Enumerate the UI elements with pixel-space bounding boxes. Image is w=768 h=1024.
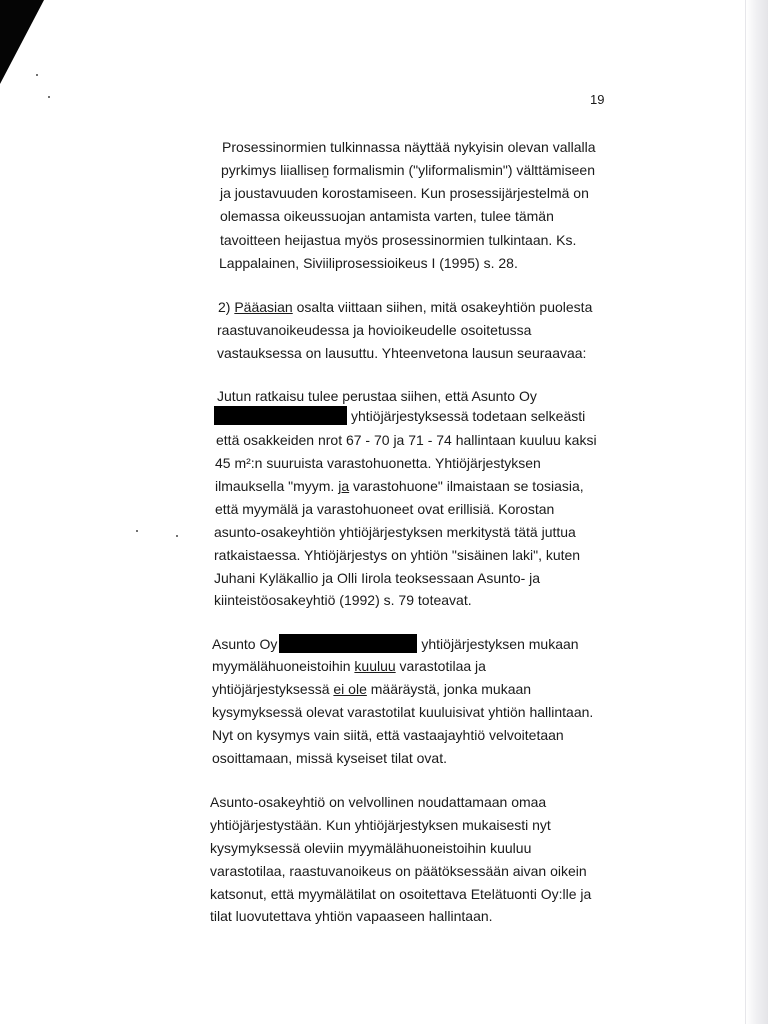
text-line: ja joustavuuden korostamiseen. Kun prosessijärjestelmä on xyxy=(220,185,589,201)
text-line: Lappalainen, Siviiliprosessioikeus I (1995) s. 28. xyxy=(219,255,518,271)
text-span: Asunto Oy xyxy=(212,636,278,652)
text-line: 45 m²:n suuruista varastohuonetta. Yhtiöjärjestyksen xyxy=(215,455,541,471)
text-line: että osakkeiden nrot 67 - 70 ja 71 - 74 hallintaan kuuluu kaksi xyxy=(216,432,597,448)
redaction-bar xyxy=(214,406,347,425)
text-span: yhtiöjärjestyksen mukaan xyxy=(421,636,579,652)
text-line: pyrkimys liialliseṉ formalismin ("yliformalismin") välttämiseen xyxy=(221,162,596,178)
scan-corner-shadow xyxy=(0,0,44,84)
text-line xyxy=(214,406,585,425)
text-span: ilmauksella "myym. xyxy=(215,478,339,494)
redaction-bar xyxy=(279,634,417,653)
text-line: vastauksessa on lausuttu. Yhteenvetona lausun seuraavaa: xyxy=(217,345,587,361)
text-line: varastotilaa, raastuvanoikeus on päätöksessään aivan oikein xyxy=(210,863,587,879)
list-marker: 2) xyxy=(218,299,235,315)
scan-right-edge xyxy=(746,0,768,1024)
text-line xyxy=(212,634,579,653)
text-span: yhtiöjärjestyksessä xyxy=(212,681,334,697)
text-line: katsonut, että myymälätilat on osoitettava Etelätuonti Oy:lle ja xyxy=(210,886,592,902)
text-line: tavoitteen heijastua myös prosessinormien tulkintaan. Ks. xyxy=(220,232,577,248)
text-line: osoittamaan, missä kyseiset tilat ovat. xyxy=(212,750,447,766)
text-line xyxy=(215,477,584,495)
scan-speck xyxy=(36,74,38,76)
underlined-term: ei ole xyxy=(333,681,367,697)
scan-speck xyxy=(176,535,178,537)
text-line: Prosessinormien tulkinnassa näyttää nykyisin olevan vallalla xyxy=(222,139,596,155)
text-line xyxy=(212,657,486,675)
text-line: ratkaistaessa. Yhtiöjärjestys on yhtiön "sisäinen laki", kuten xyxy=(214,547,581,563)
text-line: kysymyksessä oleviin myymälähuoneistoihin kuuluu xyxy=(210,840,532,856)
scan-speck xyxy=(136,530,138,532)
underlined-term: ja xyxy=(338,478,350,494)
text-line: Asunto-osakeyhtiö on velvollinen noudattamaan omaa xyxy=(210,794,547,810)
text-line: Jutun ratkaisu tulee perustaa siihen, että Asunto Oy xyxy=(217,388,537,404)
page-number: 19 xyxy=(590,92,605,107)
text-line: kiinteistöosakeyhtiö (1992) s. 79 toteavat. xyxy=(214,592,472,608)
text-line: raastuvanoikeudessa ja hovioikeudelle osoitetussa xyxy=(217,322,532,338)
text-line xyxy=(218,298,592,316)
text-line: kysymyksessä olevat varastotilat kuuluisivat yhtiön hallintaan. xyxy=(212,704,594,720)
text-span: varastotilaa ja xyxy=(395,658,486,674)
underlined-term: Pääasian xyxy=(234,299,293,315)
text-line: yhtiöjärjestystään. Kun yhtiöjärjestyksen mukaisesti nyt xyxy=(210,817,551,833)
underlined-term: kuuluu xyxy=(354,658,396,674)
text-line: olemassa oikeussuojan antamista varten, tulee tämän xyxy=(220,208,554,224)
scan-speck xyxy=(48,96,50,98)
text-span: määräystä, jonka mukaan xyxy=(366,681,532,697)
text-span: osalta viittaan siihen, mitä osakeyhtiön puolesta xyxy=(292,299,593,315)
text-span: varastohuone" ilmaistaan se tosiasia, xyxy=(349,478,584,494)
text-line: tilat luovutettava yhtiön vapaaseen hallintaan. xyxy=(210,908,493,924)
text-line: asunto-osakeyhtiön yhtiöjärjestyksen merkitystä tätä juttua xyxy=(214,524,576,540)
text-line: että myymälä ja varastohuoneet ovat erillisiä. Korostan xyxy=(215,501,555,517)
text-span: myymälähuoneistoihin xyxy=(212,658,355,674)
text-line: Nyt on kysymys vain siitä, että vastaajayhtiö velvoitetaan xyxy=(212,727,564,743)
text-span: yhtiöjärjestyksessä todetaan selkeästi xyxy=(351,408,586,424)
text-line xyxy=(212,680,531,698)
text-line: Juhani Kyläkallio ja Olli Iirola teoksessaan Asunto- ja xyxy=(214,570,541,586)
